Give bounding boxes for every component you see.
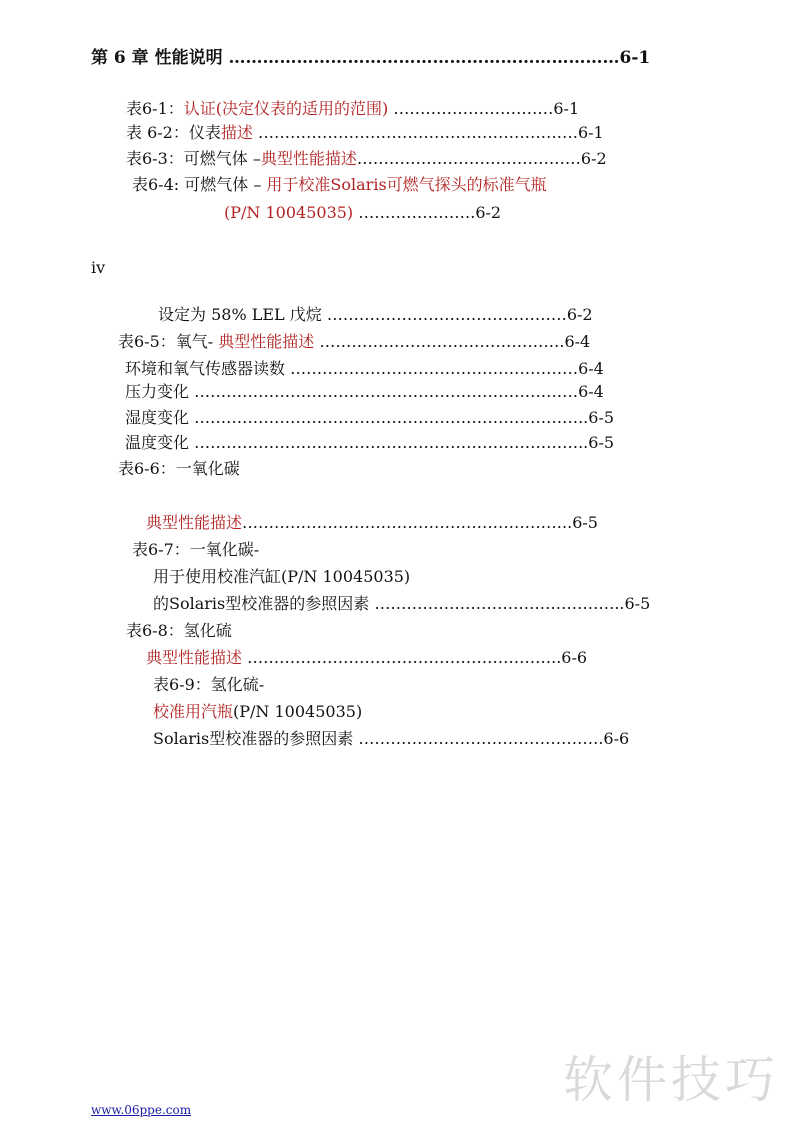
entry-page: ……………………………………………………..6-5 [242,513,598,532]
entry-title: 认证(决定仪表的适用的范围) [183,99,389,118]
entry-title: 典型性能描述 [260,149,357,168]
toc-entry-6-7-line3[interactable]: 的Solaris型校准器的参照因素 ………………………………………..6-5 [153,594,651,613]
toc-entry-6-9[interactable]: 表6-9：氢化硫- [153,675,265,694]
footer-link[interactable]: www.06ppe.com [91,1103,192,1117]
entry-title: 描述 [220,123,253,142]
entry-rest: (P/N 10045035) [233,702,363,721]
entry-page: …………………………………………………..6-6 [242,648,588,667]
toc-entry-6-2[interactable] [126,123,604,143]
entry-prefix: 表 6-2：仪表 [126,123,221,142]
toc-entry-6-8-cont[interactable] [146,648,587,668]
toc-entry-6-7-line2[interactable]: 用于使用校准汽缸(P/N 10045035) [153,567,411,586]
entry-title: 用于校准Solaris可燃气探头的标准气瓶 [266,175,547,194]
chapter-heading [91,48,650,68]
toc-entry-6-4-cont[interactable] [224,203,501,223]
entry-title: 典型性能描述 [218,332,315,351]
toc-subentry-ambient[interactable]: 环境和氧气传感器读数 ………………………………………………6-4 [125,359,604,378]
entry-page: ……………………………………….6-4 [314,332,591,351]
toc-entry-6-7[interactable]: 表6-7：一氧化碳- [132,540,260,559]
entry-prefix: 表6-3：可燃气体 – [126,149,261,168]
toc-entry-6-1[interactable] [126,99,579,119]
chapter-label: 第 6 章 性能说明 [91,48,223,68]
entry-page: …………………………6-1 [388,99,580,118]
entry-title: (P/N 10045035) [224,203,354,222]
toc-entry-6-3[interactable] [126,149,607,169]
toc-entry-6-8[interactable]: 表6-8：氢化硫 [126,621,232,640]
watermark: 软件技巧 [563,1051,779,1109]
toc-subentry-temperature[interactable]: 温度变化 ………………………………………………………………..6-5 [125,433,615,452]
toc-entry-6-4-tail[interactable]: 设定为 58% LEL 戊烷 ………………………………………6-2 [158,305,593,324]
page-number: iv [91,258,106,277]
toc-entry-6-6-cont[interactable] [146,513,598,533]
toc-entry-6-9-line3[interactable]: Solaris型校准器的参照因素 ……………………………………….6-6 [153,729,630,748]
toc-entry-6-4[interactable] [132,175,547,195]
entry-title: 典型性能描述 [146,513,243,532]
entry-title: 典型性能描述 [146,648,243,667]
toc-entry-6-9-line2[interactable] [153,702,362,722]
entry-page: ……………………………………………………6-1 [252,123,604,142]
toc-subentry-pressure[interactable]: 压力变化 ………………………………………………………………6-4 [125,382,604,401]
entry-prefix: 表6-4: 可燃气体 – [132,175,267,194]
entry-prefix: 表6-1： [126,99,184,118]
toc-entry-6-5[interactable] [118,332,590,352]
entry-title: 校准用汽瓶 [153,702,234,721]
entry-prefix: 表6-5：氧气- [118,332,219,351]
entry-page: ………………….6-2 [353,203,502,222]
toc-subentry-humidity[interactable]: 湿度变化 ………………………………………………………………..6-5 [125,408,615,427]
chapter-leaders: ……………………………………………………………6-1 [222,48,651,68]
entry-page: ……………………………………6-2 [356,149,607,168]
toc-entry-6-6[interactable]: 表6-6：一氧化碳 [118,459,240,478]
